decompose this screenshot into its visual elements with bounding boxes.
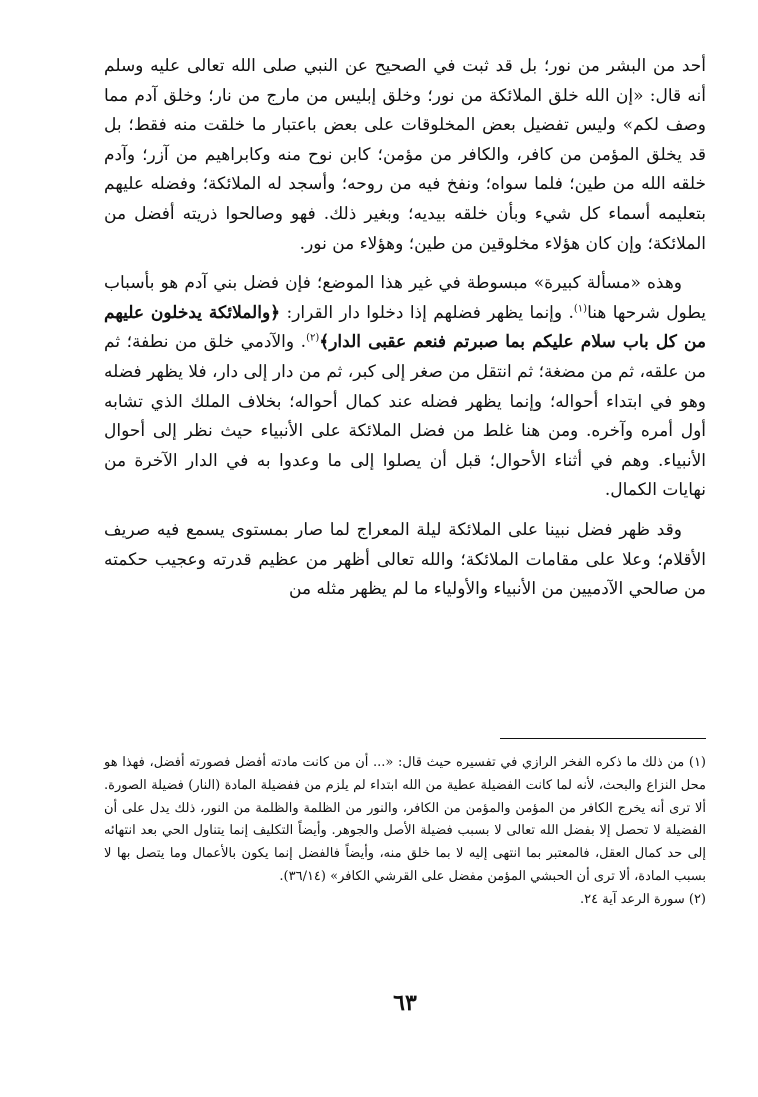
main-text-body (104, 52, 706, 605)
footnote-ref-2: (٢) (306, 332, 320, 344)
footnotes-section (104, 752, 706, 912)
footnote-divider (500, 738, 706, 739)
paragraph-2-text-c: . والآدمي خلق من نطفة؛ ثم من علقه، ثم من مضغة؛ ثم انتقل من صغر إلى كبر، ثم من دار إلى دار، فلا يظهر فضله وهو في ابتداء أحواله؛ وإنما يظهر فضله عند كمال أحواله؛ بخلاف الملك الذي تشابه أول أمره وآخره. ومن هنا غلط من فضل الملائكة على الأنبياء حيث نظر إلى أحوال الأنبياء. وهم في أثناء الأحوال؛ قبل أن يصلوا إلى ما وعدوا به في الدار الآخرة من نهايات الكمال. (104, 332, 706, 501)
footnote-ref-1: (١) (573, 303, 588, 315)
quran-verse: ﴿والملائكة يدخلون عليهم من كل باب سلام عليكم بما صبرتم فنعم عقبى الدار﴾ (104, 302, 706, 353)
footnote-2: (٢) سورة الرعد آية ٢٤. (580, 891, 706, 907)
page-number: ٦٣ (393, 990, 417, 1016)
paragraph-3: وقد ظهر فضل نبينا على الملائكة ليلة المعراج لما صار بمستوى يسمع فيه صريف الأقلام؛ وعلا على مقامات الملائكة؛ والله تعالى أظهر من عظيم قدرته وعجيب حكمته من صالحي الآدميين من الأنبياء والأولياء ما لم يظهر مثله من (104, 519, 706, 600)
book-page (104, 52, 706, 1082)
footnote-1: (١) من ذلك ما ذكره الفخر الرازي في تفسيره حيث قال: «... أن من كانت مادته أفضل فصورته أفضل، فهذا هو محل النزاع والبحث، لأنه لما كانت الفضيلة عطية من الله ابتداء لم يلزم من ففضيلة المادة (النار) فضيلة الصورة. ألا ترى أنه يخرج الكافر من المؤمن والمؤمن من الكافر، والنور من الظلمة والظلمة من النور، ذلك يدل على أن الفضيلة لا تحصل إلا بفضل الله تعالى لا بسبب فضيلة الأصل والجوهر. وأيضاً التكليف إنما يتناول الحي بعد انتهائه إلى حد كمال العقل، فالمعتبر بما انتهى إليه لا بما خلق منه، وأيضاً فالفضل إنما يكون بالأعمال وما يتصل بها لا بسبب المادة، ألا ترى أن الحبشي المؤمن مفضل على القرشي الكافر» (٣٦/١٤). (104, 755, 706, 884)
paragraph-2-text-b: . وإنما يظهر فضلهم إذا دخلوا دار القرار: (286, 302, 574, 323)
paragraph-1: أحد من البشر من نور؛ بل قد ثبت في الصحيح عن النبي صلى الله تعالى عليه وسلم أنه قال: «إن الله خلق الملائكة من نور؛ وخلق إبليس من مارج من نار؛ وخلق آدم مما وصف لكم» وليس تفضيل بعض المخلوقات على بعض باعتبار ما خلقت منه فقط؛ بل قد يخلق المؤمن من كافر، والكافر من مؤمن؛ كابن نوح منه وكابراهيم من آزر؛ وآدم خلقه الله من طين؛ فلما سواه؛ ونفخ فيه من روحه؛ وأسجد له الملائكة؛ وفضله عليهم بتعليمه أسماء كل شيء وبأن خلقه بيديه؛ وبغير ذلك. فهو وصالحوا ذريته أفضل من الملائكة؛ وإن كان هؤلاء مخلوقين من طين؛ وهؤلاء من نور. (104, 56, 706, 254)
paragraph-2-text-a: وهذه «مسألة كبيرة» مبسوطة في غير هذا الموضع؛ فإن فضل بني آدم هو بأسباب يطول شرحها هنا (104, 273, 707, 323)
paragraph-2 (104, 269, 706, 506)
